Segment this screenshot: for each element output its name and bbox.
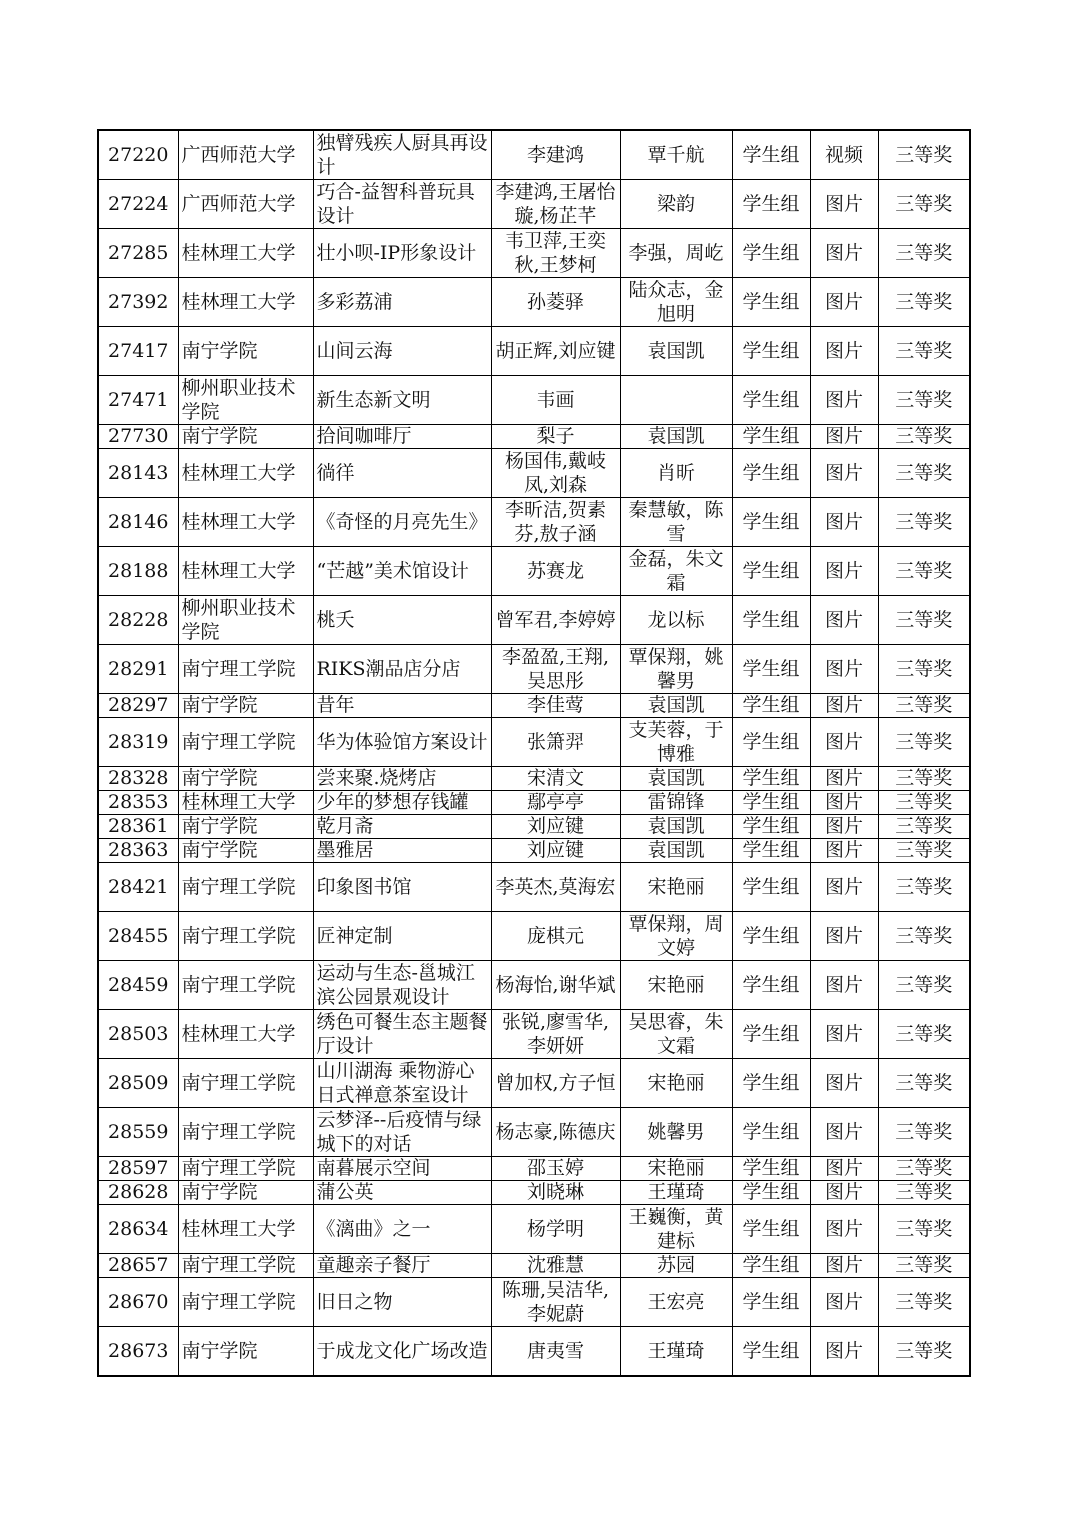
cell-title: 巧合-益智科普玩具设计 [313, 180, 491, 229]
cell-advisor: 陆众志，金旭明 [620, 278, 732, 327]
cell-group: 学生组 [732, 327, 810, 376]
cell-advisor: 梁韵 [620, 180, 732, 229]
cell-authors: 沈雅慧 [491, 1254, 620, 1278]
cell-authors: 李佳莺 [491, 694, 620, 718]
cell-authors: 宋清文 [491, 767, 620, 791]
cell-award: 三等奖 [878, 718, 970, 767]
cell-award: 三等奖 [878, 376, 970, 425]
cell-advisor: 覃保翔，姚馨男 [620, 645, 732, 694]
cell-id: 27392 [98, 278, 178, 327]
cell-school: 南宁学院 [178, 1327, 313, 1377]
cell-authors: 韦画 [491, 376, 620, 425]
cell-authors: 李建鸿 [491, 130, 620, 180]
cell-type: 图片 [810, 718, 878, 767]
cell-school: 南宁理工学院 [178, 1278, 313, 1327]
cell-authors: 庞棋元 [491, 912, 620, 961]
cell-id: 28421 [98, 863, 178, 912]
cell-group: 学生组 [732, 1254, 810, 1278]
cell-group: 学生组 [732, 1327, 810, 1377]
table-row [98, 815, 970, 839]
cell-authors: 杨海怡,谢华斌 [491, 961, 620, 1010]
cell-group: 学生组 [732, 645, 810, 694]
cell-id: 27285 [98, 229, 178, 278]
cell-award: 三等奖 [878, 547, 970, 596]
cell-id: 28361 [98, 815, 178, 839]
cell-advisor: 宋艳丽 [620, 961, 732, 1010]
cell-title: 运动与生态-邕城江滨公园景观设计 [313, 961, 491, 1010]
table-row [98, 278, 970, 327]
cell-group: 学生组 [732, 1010, 810, 1059]
cell-school: 南宁理工学院 [178, 961, 313, 1010]
cell-type: 图片 [810, 767, 878, 791]
cell-advisor: 袁国凯 [620, 694, 732, 718]
cell-award: 三等奖 [878, 863, 970, 912]
cell-title: 墨雅居 [313, 839, 491, 863]
cell-award: 三等奖 [878, 1108, 970, 1157]
table-row [98, 718, 970, 767]
table-row [98, 863, 970, 912]
cell-id: 28657 [98, 1254, 178, 1278]
cell-authors: 邵玉婷 [491, 1157, 620, 1181]
table-row [98, 596, 970, 645]
cell-type: 图片 [810, 1254, 878, 1278]
cell-school: 南宁学院 [178, 839, 313, 863]
cell-advisor: 李强，周屹 [620, 229, 732, 278]
cell-type: 图片 [810, 863, 878, 912]
cell-type: 图片 [810, 1157, 878, 1181]
cell-advisor: 龙以标 [620, 596, 732, 645]
table-row [98, 180, 970, 229]
cell-award: 三等奖 [878, 278, 970, 327]
cell-id: 27417 [98, 327, 178, 376]
cell-authors: 李盈盈,王翔,吴思彤 [491, 645, 620, 694]
cell-authors: 杨志豪,陈德庆 [491, 1108, 620, 1157]
cell-advisor: 金磊，朱文霜 [620, 547, 732, 596]
cell-group: 学生组 [732, 498, 810, 547]
cell-school: 桂林理工大学 [178, 229, 313, 278]
cell-type: 图片 [810, 278, 878, 327]
cell-title: 乾月斋 [313, 815, 491, 839]
cell-group: 学生组 [732, 547, 810, 596]
cell-award: 三等奖 [878, 839, 970, 863]
cell-authors: 李建鸿,王屠怡璇,杨芷芊 [491, 180, 620, 229]
cell-title: 山川湖海 乘物游心日式禅意茶室设计 [313, 1059, 491, 1108]
cell-title: 多彩荔浦 [313, 278, 491, 327]
cell-type: 图片 [810, 180, 878, 229]
cell-award: 三等奖 [878, 1205, 970, 1254]
table-row [98, 1327, 970, 1377]
cell-advisor: 姚馨男 [620, 1108, 732, 1157]
cell-award: 三等奖 [878, 130, 970, 180]
cell-school: 广西师范大学 [178, 130, 313, 180]
cell-award: 三等奖 [878, 1278, 970, 1327]
cell-advisor: 宋艳丽 [620, 1059, 732, 1108]
cell-type: 图片 [810, 1108, 878, 1157]
cell-type: 图片 [810, 449, 878, 498]
table-row [98, 498, 970, 547]
cell-title: 匠神定制 [313, 912, 491, 961]
cell-type: 图片 [810, 694, 878, 718]
cell-title: 云梦泽--后疫情与绿城下的对话 [313, 1108, 491, 1157]
cell-title: 少年的梦想存钱罐 [313, 791, 491, 815]
cell-id: 28319 [98, 718, 178, 767]
table-row [98, 1010, 970, 1059]
cell-id: 28143 [98, 449, 178, 498]
cell-id: 28297 [98, 694, 178, 718]
cell-id: 28459 [98, 961, 178, 1010]
cell-group: 学生组 [732, 1059, 810, 1108]
cell-title: RIKS潮品店分店 [313, 645, 491, 694]
cell-type: 视频 [810, 130, 878, 180]
cell-group: 学生组 [732, 791, 810, 815]
cell-school: 桂林理工大学 [178, 1205, 313, 1254]
cell-advisor [620, 376, 732, 425]
cell-type: 图片 [810, 815, 878, 839]
cell-group: 学生组 [732, 425, 810, 449]
cell-school: 南宁理工学院 [178, 645, 313, 694]
cell-authors: 唐夷雪 [491, 1327, 620, 1377]
cell-type: 图片 [810, 791, 878, 815]
cell-school: 柳州职业技术学院 [178, 596, 313, 645]
table-row [98, 1254, 970, 1278]
cell-group: 学生组 [732, 718, 810, 767]
cell-type: 图片 [810, 645, 878, 694]
cell-authors: 陈珊,吴洁华,李妮蔚 [491, 1278, 620, 1327]
cell-group: 学生组 [732, 815, 810, 839]
cell-advisor: 秦慧敏，陈雪 [620, 498, 732, 547]
cell-group: 学生组 [732, 961, 810, 1010]
cell-group: 学生组 [732, 1278, 810, 1327]
cell-advisor: 覃千航 [620, 130, 732, 180]
cell-school: 南宁学院 [178, 1181, 313, 1205]
cell-award: 三等奖 [878, 694, 970, 718]
cell-advisor: 袁国凯 [620, 767, 732, 791]
table-row [98, 912, 970, 961]
cell-type: 图片 [810, 498, 878, 547]
cell-group: 学生组 [732, 839, 810, 863]
table-row [98, 449, 970, 498]
cell-id: 27730 [98, 425, 178, 449]
cell-advisor: 袁国凯 [620, 327, 732, 376]
cell-id: 28291 [98, 645, 178, 694]
table-row [98, 376, 970, 425]
table-row [98, 1157, 970, 1181]
cell-group: 学生组 [732, 694, 810, 718]
cell-group: 学生组 [732, 180, 810, 229]
table-row [98, 425, 970, 449]
cell-title: 绣色可餐生态主题餐厅设计 [313, 1010, 491, 1059]
cell-advisor: 王瑾琦 [620, 1327, 732, 1377]
cell-type: 图片 [810, 839, 878, 863]
cell-type: 图片 [810, 1278, 878, 1327]
cell-school: 南宁理工学院 [178, 912, 313, 961]
cell-title: 徜徉 [313, 449, 491, 498]
cell-school: 桂林理工大学 [178, 449, 313, 498]
cell-type: 图片 [810, 376, 878, 425]
cell-group: 学生组 [732, 376, 810, 425]
cell-advisor: 王巍衡，黄建标 [620, 1205, 732, 1254]
cell-authors: 曾加权,方子恒 [491, 1059, 620, 1108]
cell-advisor: 袁国凯 [620, 425, 732, 449]
table-row [98, 1059, 970, 1108]
cell-group: 学生组 [732, 449, 810, 498]
cell-authors: 张箫羿 [491, 718, 620, 767]
table-body [98, 130, 970, 1376]
cell-school: 桂林理工大学 [178, 1010, 313, 1059]
table-row [98, 1181, 970, 1205]
cell-title: 《奇怪的月亮先生》 [313, 498, 491, 547]
cell-advisor: 覃保翔，周文婷 [620, 912, 732, 961]
cell-group: 学生组 [732, 130, 810, 180]
cell-authors: 胡正辉,刘应键 [491, 327, 620, 376]
cell-title: 壮小呗-IP形象设计 [313, 229, 491, 278]
cell-title: 新生态新文明 [313, 376, 491, 425]
cell-school: 南宁学院 [178, 694, 313, 718]
cell-school: 南宁学院 [178, 425, 313, 449]
cell-id: 28673 [98, 1327, 178, 1377]
cell-advisor: 雷锦锋 [620, 791, 732, 815]
cell-title: 尝来聚.烧烤店 [313, 767, 491, 791]
cell-award: 三等奖 [878, 791, 970, 815]
cell-id: 28634 [98, 1205, 178, 1254]
cell-school: 桂林理工大学 [178, 498, 313, 547]
cell-authors: 李昕洁,贺素芬,敖子涵 [491, 498, 620, 547]
table-row [98, 694, 970, 718]
cell-title: 拾间咖啡厅 [313, 425, 491, 449]
cell-group: 学生组 [732, 1181, 810, 1205]
cell-group: 学生组 [732, 1157, 810, 1181]
cell-award: 三等奖 [878, 498, 970, 547]
cell-title: 山间云海 [313, 327, 491, 376]
cell-school: 南宁理工学院 [178, 718, 313, 767]
table-row [98, 327, 970, 376]
cell-award: 三等奖 [878, 1157, 970, 1181]
cell-school: 南宁理工学院 [178, 1059, 313, 1108]
cell-title: 南暮展示空间 [313, 1157, 491, 1181]
cell-school: 南宁学院 [178, 327, 313, 376]
cell-id: 28146 [98, 498, 178, 547]
cell-school: 南宁理工学院 [178, 1157, 313, 1181]
cell-type: 图片 [810, 1327, 878, 1377]
cell-type: 图片 [810, 1059, 878, 1108]
cell-type: 图片 [810, 547, 878, 596]
cell-id: 28353 [98, 791, 178, 815]
table-row [98, 791, 970, 815]
cell-school: 桂林理工大学 [178, 791, 313, 815]
cell-authors: 刘应键 [491, 815, 620, 839]
cell-title: 昔年 [313, 694, 491, 718]
cell-title: 于成龙文化广场改造 [313, 1327, 491, 1377]
cell-group: 学生组 [732, 596, 810, 645]
table-row [98, 767, 970, 791]
cell-award: 三等奖 [878, 425, 970, 449]
cell-type: 图片 [810, 596, 878, 645]
cell-type: 图片 [810, 1205, 878, 1254]
cell-award: 三等奖 [878, 961, 970, 1010]
cell-title: 蒲公英 [313, 1181, 491, 1205]
cell-type: 图片 [810, 1181, 878, 1205]
cell-school: 桂林理工大学 [178, 547, 313, 596]
cell-title: “芒越”美术馆设计 [313, 547, 491, 596]
cell-authors: 刘应键 [491, 839, 620, 863]
cell-advisor: 王宏亮 [620, 1278, 732, 1327]
cell-school: 南宁理工学院 [178, 1108, 313, 1157]
cell-award: 三等奖 [878, 327, 970, 376]
cell-type: 图片 [810, 912, 878, 961]
table-row [98, 1278, 970, 1327]
cell-award: 三等奖 [878, 1254, 970, 1278]
cell-id: 28503 [98, 1010, 178, 1059]
cell-advisor: 王瑾琦 [620, 1181, 732, 1205]
cell-award: 三等奖 [878, 1181, 970, 1205]
table-row [98, 229, 970, 278]
cell-id: 28188 [98, 547, 178, 596]
cell-type: 图片 [810, 229, 878, 278]
cell-group: 学生组 [732, 912, 810, 961]
table-row [98, 645, 970, 694]
cell-type: 图片 [810, 1010, 878, 1059]
cell-id: 27224 [98, 180, 178, 229]
cell-id: 28328 [98, 767, 178, 791]
cell-id: 27220 [98, 130, 178, 180]
cell-award: 三等奖 [878, 815, 970, 839]
cell-group: 学生组 [732, 1205, 810, 1254]
cell-award: 三等奖 [878, 645, 970, 694]
cell-authors: 曾军君,李婷婷 [491, 596, 620, 645]
cell-school: 南宁理工学院 [178, 1254, 313, 1278]
cell-id: 28628 [98, 1181, 178, 1205]
cell-school: 南宁理工学院 [178, 863, 313, 912]
cell-type: 图片 [810, 425, 878, 449]
cell-group: 学生组 [732, 229, 810, 278]
cell-title: 旧日之物 [313, 1278, 491, 1327]
table-row [98, 130, 970, 180]
cell-authors: 鄢亭亭 [491, 791, 620, 815]
cell-authors: 李英杰,莫海宏 [491, 863, 620, 912]
cell-id: 28670 [98, 1278, 178, 1327]
cell-award: 三等奖 [878, 229, 970, 278]
cell-authors: 孙菱驿 [491, 278, 620, 327]
cell-award: 三等奖 [878, 767, 970, 791]
cell-authors: 张锐,廖雪华,李妍妍 [491, 1010, 620, 1059]
cell-title: 《漓曲》之一 [313, 1205, 491, 1254]
cell-advisor: 袁国凯 [620, 815, 732, 839]
cell-award: 三等奖 [878, 1327, 970, 1377]
cell-authors: 苏赛龙 [491, 547, 620, 596]
cell-group: 学生组 [732, 1108, 810, 1157]
cell-title: 印象图书馆 [313, 863, 491, 912]
cell-advisor: 袁国凯 [620, 839, 732, 863]
table-row [98, 1205, 970, 1254]
cell-advisor: 宋艳丽 [620, 1157, 732, 1181]
cell-id: 28455 [98, 912, 178, 961]
cell-title: 桃夭 [313, 596, 491, 645]
cell-advisor: 肖昕 [620, 449, 732, 498]
cell-group: 学生组 [732, 278, 810, 327]
cell-advisor: 宋艳丽 [620, 863, 732, 912]
cell-group: 学生组 [732, 863, 810, 912]
cell-school: 南宁学院 [178, 815, 313, 839]
cell-advisor: 苏园 [620, 1254, 732, 1278]
awards-table [97, 129, 971, 1377]
table-row [98, 1108, 970, 1157]
cell-id: 28509 [98, 1059, 178, 1108]
cell-title: 童趣亲子餐厅 [313, 1254, 491, 1278]
table-row [98, 839, 970, 863]
cell-id: 28597 [98, 1157, 178, 1181]
cell-authors: 刘晓琳 [491, 1181, 620, 1205]
cell-authors: 杨学明 [491, 1205, 620, 1254]
cell-id: 28363 [98, 839, 178, 863]
cell-authors: 杨国伟,戴岐凤,刘森 [491, 449, 620, 498]
cell-title: 独臂残疾人厨具再设计 [313, 130, 491, 180]
cell-title: 华为体验馆方案设计 [313, 718, 491, 767]
table-row [98, 547, 970, 596]
cell-group: 学生组 [732, 767, 810, 791]
cell-school: 广西师范大学 [178, 180, 313, 229]
cell-advisor: 吴思睿，朱文霜 [620, 1010, 732, 1059]
cell-award: 三等奖 [878, 180, 970, 229]
cell-school: 南宁学院 [178, 767, 313, 791]
cell-award: 三等奖 [878, 596, 970, 645]
cell-award: 三等奖 [878, 1059, 970, 1108]
cell-id: 28228 [98, 596, 178, 645]
cell-school: 柳州职业技术学院 [178, 376, 313, 425]
cell-school: 桂林理工大学 [178, 278, 313, 327]
cell-award: 三等奖 [878, 449, 970, 498]
cell-award: 三等奖 [878, 1010, 970, 1059]
cell-type: 图片 [810, 961, 878, 1010]
cell-id: 27471 [98, 376, 178, 425]
cell-authors: 韦卫萍,王奕秋,王梦柯 [491, 229, 620, 278]
table-row [98, 961, 970, 1010]
cell-type: 图片 [810, 327, 878, 376]
cell-advisor: 支芙蓉，于博雅 [620, 718, 732, 767]
cell-authors: 梨子 [491, 425, 620, 449]
cell-id: 28559 [98, 1108, 178, 1157]
cell-award: 三等奖 [878, 912, 970, 961]
